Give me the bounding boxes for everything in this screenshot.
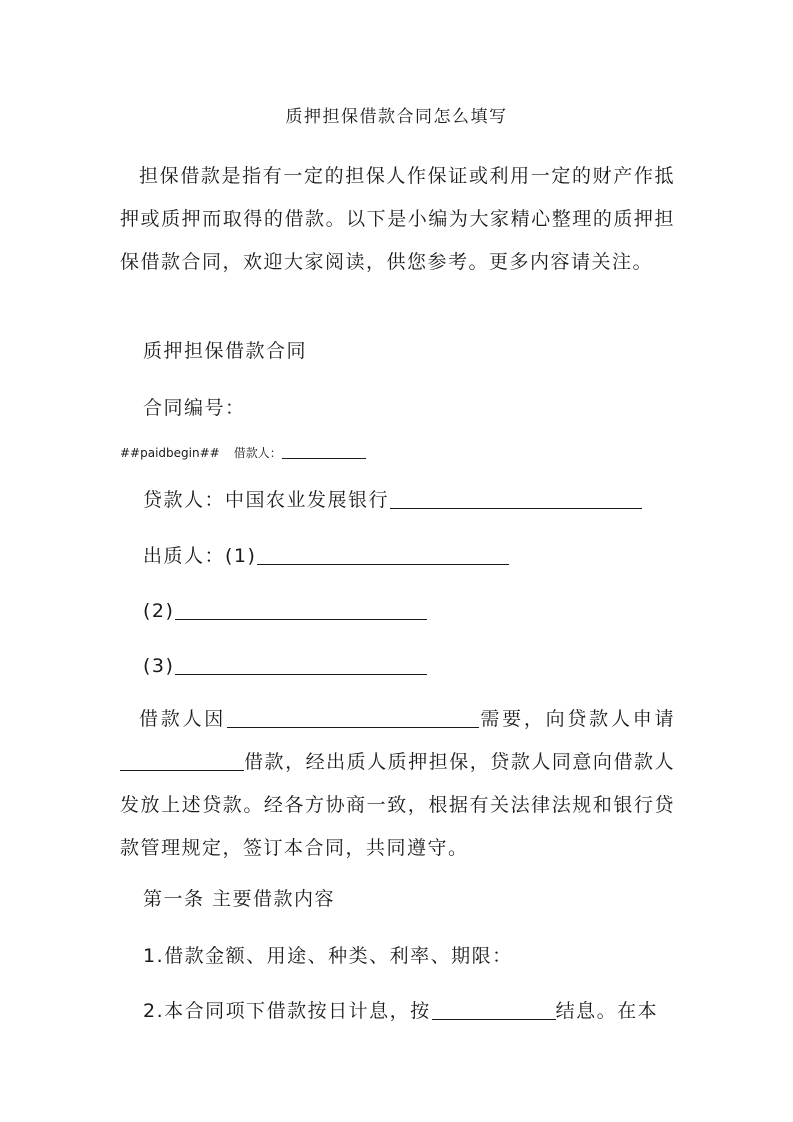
article-1-heading: 第一条 主要借款内容 bbox=[143, 888, 336, 910]
loan-purpose-paragraph bbox=[120, 698, 675, 870]
pledgor-blank-2 bbox=[175, 597, 427, 620]
borrower-label: 借款人： bbox=[233, 446, 282, 460]
purpose-text-3: 借款，经出质人质押担保，贷款人同意向借款人发放上述贷款。经各方协商一致，根据有关法律法规和银行贷款管理规定，签订本合同，共同遵守。 bbox=[120, 751, 675, 859]
borrower-line bbox=[120, 444, 366, 462]
lender-label: 贷款人：中国农业发展银行 bbox=[143, 489, 390, 511]
lender-blank bbox=[390, 486, 642, 509]
pledgor-line-2 bbox=[143, 596, 427, 626]
item-2-text-b: 结息。在本 bbox=[555, 1000, 659, 1022]
borrower-blank bbox=[282, 446, 366, 459]
pledgor-blank-1 bbox=[257, 542, 509, 565]
item-2 bbox=[143, 996, 658, 1026]
paid-marker: ##paidbegin## bbox=[120, 446, 220, 460]
lender-line bbox=[143, 485, 642, 515]
contract-title: 质押担保借款合同 bbox=[143, 340, 308, 362]
purpose-blank bbox=[227, 705, 479, 728]
pledgor-3-label: (3) bbox=[143, 655, 175, 677]
contract-number-label: 合同编号： bbox=[143, 397, 246, 419]
pledgor-line-1 bbox=[143, 541, 509, 571]
item-1: 1.借款金额、用途、种类、利率、期限： bbox=[143, 945, 513, 967]
amount-blank bbox=[120, 748, 244, 771]
intro-paragraph: 担保借款是指有一定的担保人作保证或利用一定的财产作抵押或质押而取得的借款。以下是小编为大家精心整理的质押担保借款合同，欢迎大家阅读，供您参考。更多内容请关注。 bbox=[120, 165, 675, 273]
pledgor-line-3 bbox=[143, 651, 427, 681]
pledgor-blank-3 bbox=[175, 652, 427, 675]
item-2-text-a: 2.本合同项下借款按日计息，按 bbox=[143, 1000, 431, 1022]
interest-blank bbox=[432, 997, 556, 1020]
document-title: 质押担保借款合同怎么填写 bbox=[285, 107, 508, 127]
purpose-text-1: 借款人因 bbox=[139, 708, 227, 730]
pledgor-label: 出质人：(1) bbox=[143, 545, 257, 567]
pledgor-2-label: (2) bbox=[143, 600, 175, 622]
purpose-text-2: 需要，向贷款人申请 bbox=[479, 708, 675, 730]
